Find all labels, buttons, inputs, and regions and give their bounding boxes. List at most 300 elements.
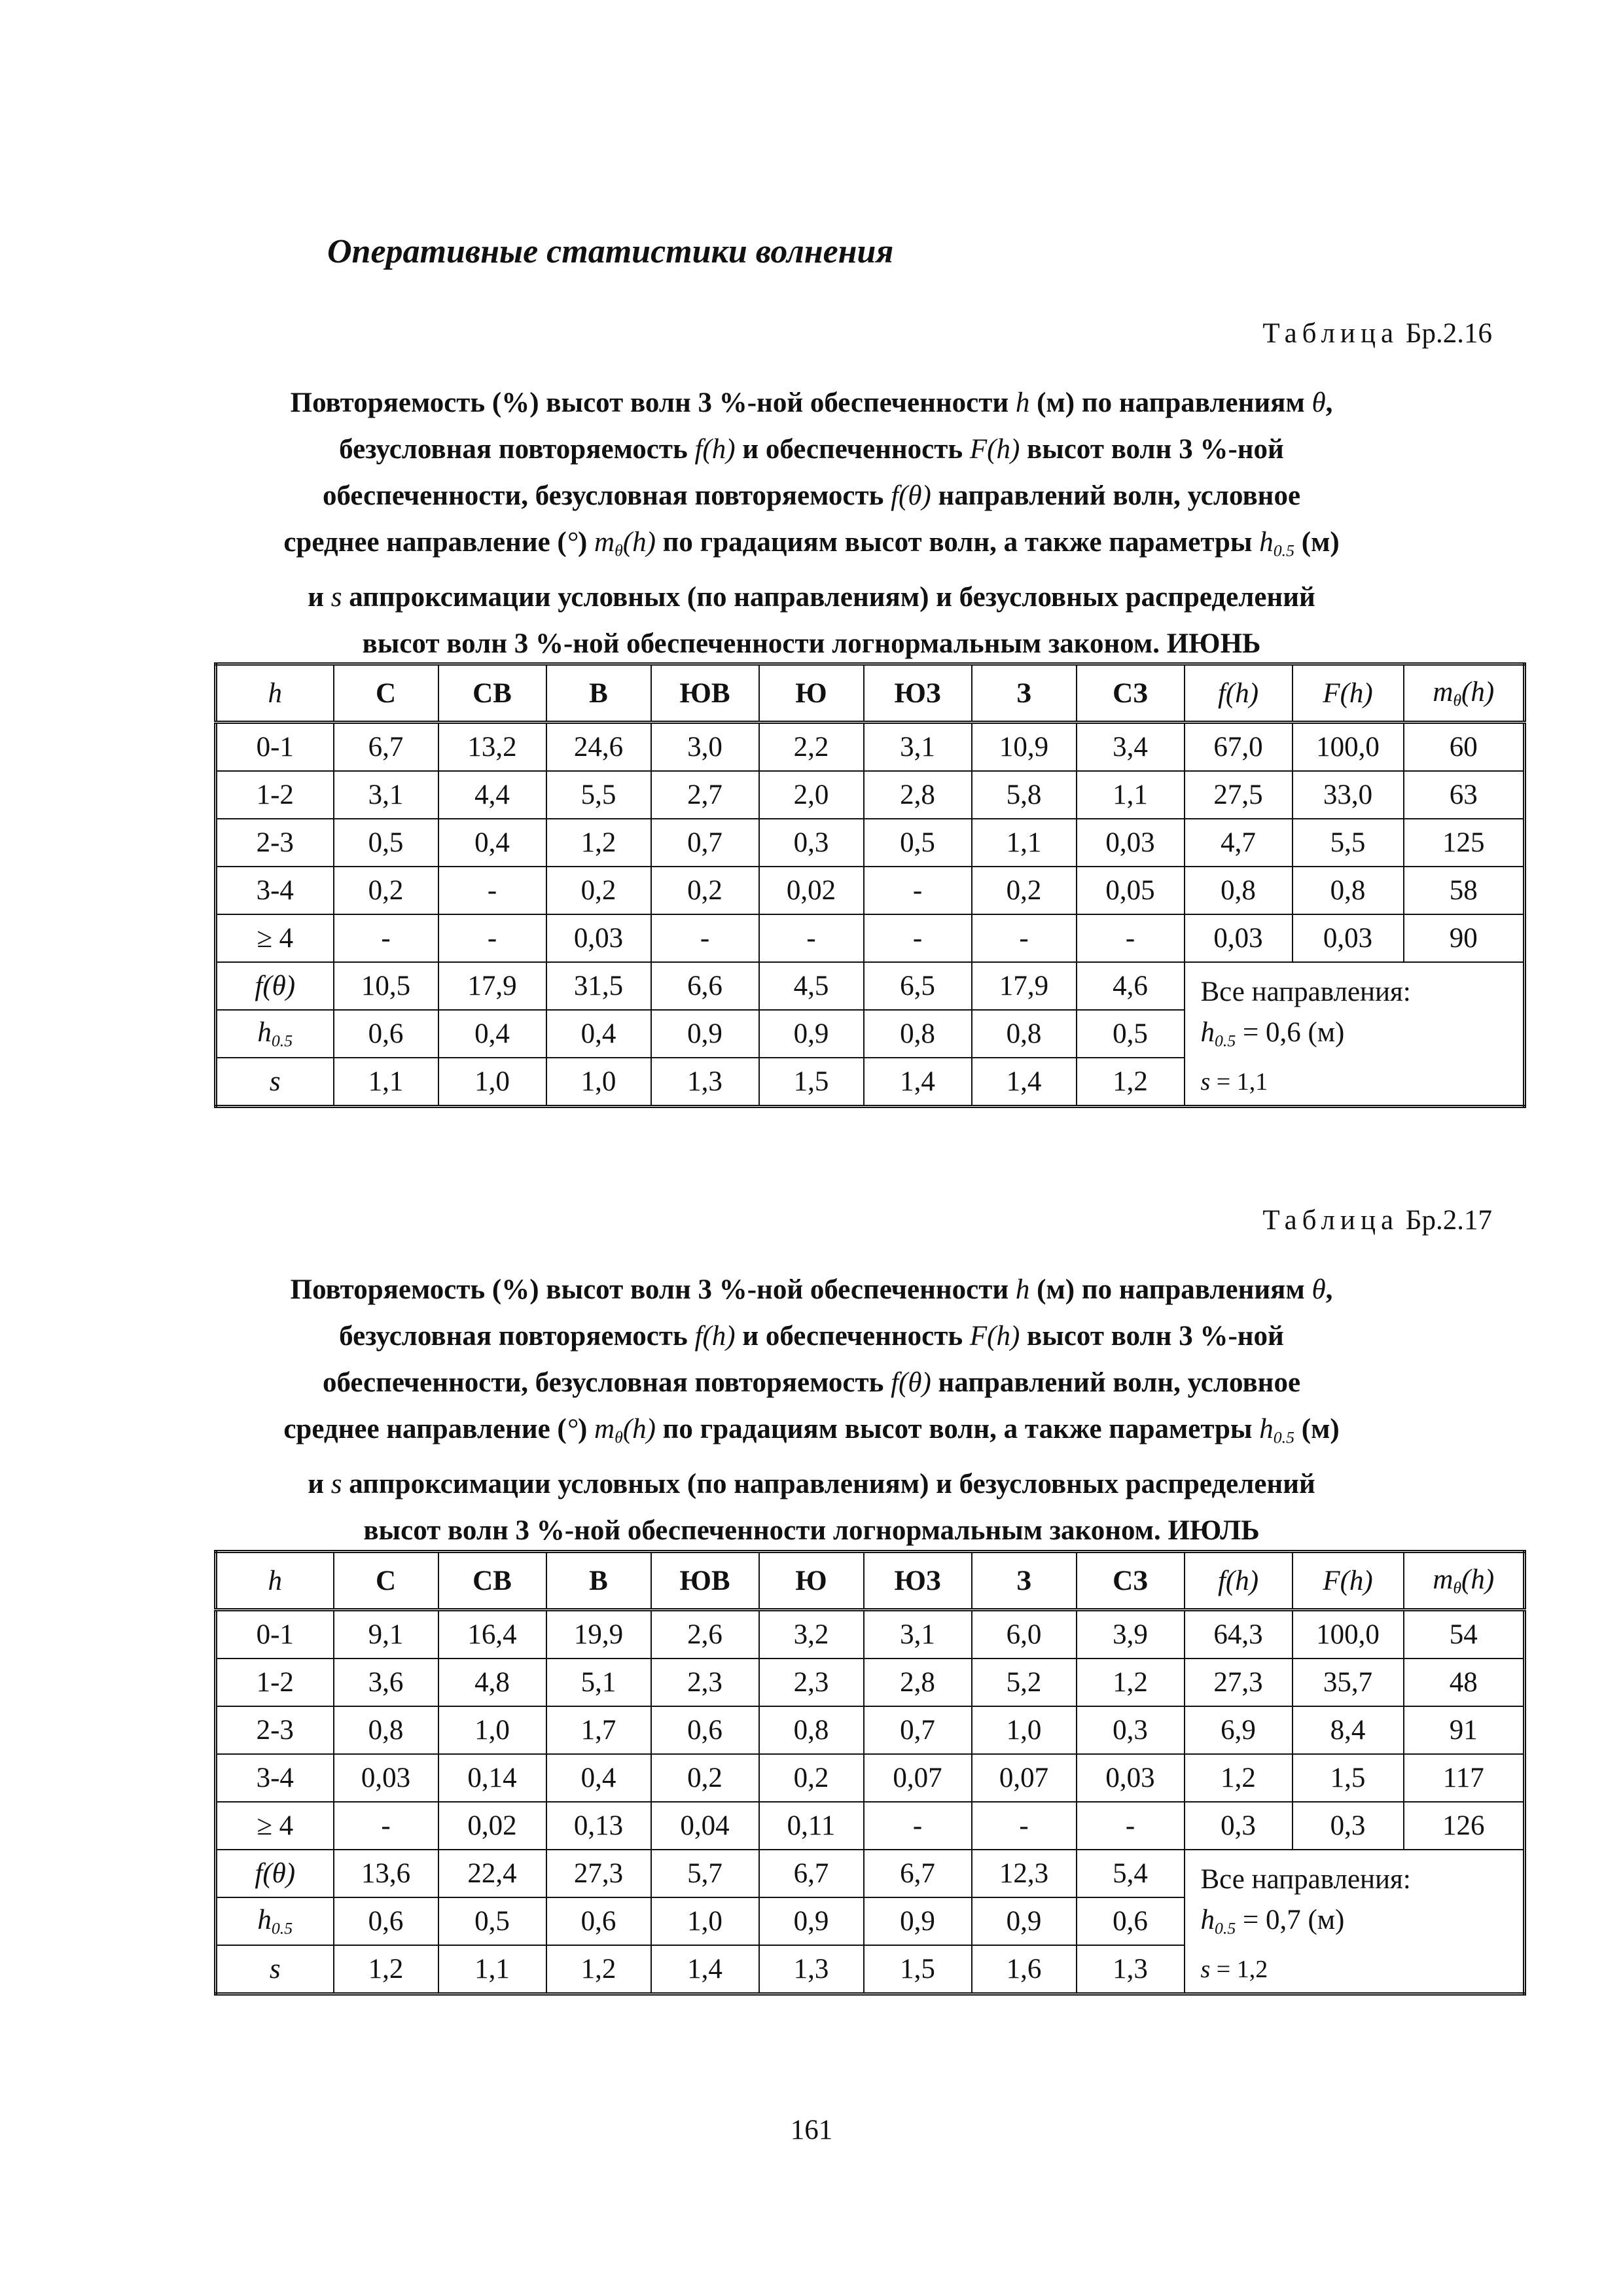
table-cell: 0,2 xyxy=(759,1754,864,1802)
column-header: СВ xyxy=(438,1552,546,1610)
table-cell: 54 xyxy=(1404,1610,1525,1659)
table-cell: 0,11 xyxy=(759,1802,864,1850)
table-cell: 0,8 xyxy=(1293,867,1404,914)
table-cell: 4,6 xyxy=(1077,962,1185,1010)
table-label-word: Таблица xyxy=(1262,1205,1399,1236)
table-cell: 0,9 xyxy=(651,1010,759,1058)
column-header: СЗ xyxy=(1077,1552,1185,1610)
table-cell: 0,13 xyxy=(546,1802,651,1850)
table-cell: 13,6 xyxy=(334,1850,438,1897)
table-cell: 2,6 xyxy=(651,1610,759,1659)
table-cell: 3,0 xyxy=(651,723,759,772)
s-symbol: s xyxy=(1200,1955,1211,1983)
table-cell: - xyxy=(651,914,759,962)
column-header: ЮЗ xyxy=(864,1552,972,1610)
table-cell: 17,9 xyxy=(972,962,1077,1010)
column-header xyxy=(1404,1552,1525,1610)
table-cell: 60 xyxy=(1404,723,1525,772)
table-cell: 27,5 xyxy=(1185,771,1293,819)
row-header-cell xyxy=(216,1897,334,1945)
table-cell: 67,0 xyxy=(1185,723,1293,772)
table-cell: 4,4 xyxy=(438,771,546,819)
symbol-h05: $h_{0.5}$ xyxy=(1259,1414,1294,1447)
table-cell: 33,0 xyxy=(1293,771,1404,819)
symbol-text: f(h) xyxy=(1217,1565,1259,1596)
table-cell: 0,9 xyxy=(759,1010,864,1058)
table-cell: 1,2 xyxy=(546,1945,651,1994)
table-cell: 5,4 xyxy=(1077,1850,1185,1897)
caption-text: , xyxy=(1325,387,1333,418)
table-cell: 2,8 xyxy=(864,771,972,819)
table-cell: 1,2 xyxy=(1077,1659,1185,1706)
table-row xyxy=(216,723,1525,772)
caption-text: высот волн 3 %-ной обеспеченности логнормальным законом. ИЮЛЬ xyxy=(363,1515,1260,1546)
caption-text: аппроксимации условных (по направлениям) и безусловных распределений xyxy=(342,581,1315,613)
summary-h05-value: 0,6 xyxy=(1266,1017,1301,1048)
row-header-cell: 3-4 xyxy=(216,867,334,914)
table-row xyxy=(216,914,1525,962)
table-cell: 5,5 xyxy=(546,771,651,819)
row-header-cell: ≥ 4 xyxy=(216,914,334,962)
table-cell: 100,0 xyxy=(1293,723,1404,772)
table-cell: 0,03 xyxy=(1077,1754,1185,1802)
table-cell: 126 xyxy=(1404,1802,1525,1850)
table-cell: 0,2 xyxy=(651,867,759,914)
table-cell: 0,6 xyxy=(1077,1897,1185,1945)
h05-symbol: $h_{0.5}$ xyxy=(257,1017,293,1050)
table-cell: 1,2 xyxy=(546,819,651,867)
table-cell: 1,0 xyxy=(972,1706,1077,1754)
symbol-f-h: f xyxy=(694,1321,703,1352)
table-cell: 90 xyxy=(1404,914,1525,962)
table-cell: 1,0 xyxy=(651,1897,759,1945)
table-cell: 0,3 xyxy=(1185,1802,1293,1850)
row-header-cell: 2-3 xyxy=(216,1706,334,1754)
table-cell: 1,3 xyxy=(651,1058,759,1107)
data-table-2-17 xyxy=(214,1550,1526,1996)
caption-text: , xyxy=(1325,1274,1333,1305)
table-cell: 6,7 xyxy=(864,1850,972,1897)
table-cell: 1,4 xyxy=(972,1058,1077,1107)
table-cell: 4,8 xyxy=(438,1659,546,1706)
table-cell: 2,0 xyxy=(759,771,864,819)
table-cell: 91 xyxy=(1404,1706,1525,1754)
symbol-theta: θ xyxy=(1311,1274,1326,1305)
all-directions-summary xyxy=(1185,962,1525,1107)
table-cell: 6,5 xyxy=(864,962,972,1010)
caption-text: (м) по направлениям xyxy=(1029,1274,1312,1305)
table-row xyxy=(216,1610,1525,1659)
symbol-F-h: F xyxy=(969,1321,988,1352)
table-row xyxy=(216,1802,1525,1850)
table-cell: 0,2 xyxy=(651,1754,759,1802)
column-header xyxy=(1404,664,1525,723)
symbol-text: s xyxy=(269,1954,281,1984)
caption-text: Повторяемость (%) высот волн 3 %-ной обеспеченности xyxy=(290,1274,1016,1305)
symbol-h05: $h_{0.5}$ xyxy=(1259,527,1294,560)
table-cell: 1,4 xyxy=(651,1945,759,1994)
column-header: В xyxy=(546,664,651,723)
table-cell: 1,1 xyxy=(1077,771,1185,819)
row-header-cell xyxy=(216,1010,334,1058)
table-cell: 1,0 xyxy=(438,1058,546,1107)
caption-text: аппроксимации условных (по направлениям) и безусловных распределений xyxy=(342,1468,1315,1499)
section-title: Оперативные статистики волнения xyxy=(327,233,894,270)
column-header xyxy=(1185,1552,1293,1610)
caption-text: ) xyxy=(577,527,595,558)
summary-s: s = 1,2 xyxy=(1200,1955,1268,1983)
table-cell: 0,07 xyxy=(972,1754,1077,1802)
caption-text: Повторяемость (%) высот волн 3 %-ной обеспеченности xyxy=(290,387,1016,418)
symbol-degree: ° xyxy=(566,1414,578,1444)
row-header-cell: 0-1 xyxy=(216,723,334,772)
table-cell: 6,0 xyxy=(972,1610,1077,1659)
symbol-m-theta: $m_\theta(h)$ xyxy=(594,1414,656,1447)
column-header xyxy=(216,664,334,723)
table-cell: 6,7 xyxy=(334,723,438,772)
table-cell: 2,7 xyxy=(651,771,759,819)
table-cell: 10,5 xyxy=(334,962,438,1010)
table-caption-2-17: Повторяемость (%) высот волн 3 %-ной обеспеченности h (м) по направлениям θ, безусловная повторяемость f(h) и обеспеченность F(h) высот волн 3 %-ной обеспеченности, безусловная повторяемость f(θ) направлений волн, условное среднее направление (°) $m_\theta(h)$ по градациям высот волн, а также параметры $h_{0.5}$ (м) и s аппроксимации условных (по направлениям) и безусловных распределений высот волн 3 %-ной обеспеченности логнормальным законом. ИЮЛЬ xyxy=(216,1266,1407,1554)
row-header-cell: 1-2 xyxy=(216,1659,334,1706)
caption-text: ) xyxy=(577,1414,595,1444)
table-cell: 24,6 xyxy=(546,723,651,772)
table-cell: 0,02 xyxy=(438,1802,546,1850)
caption-text: и обеспеченность xyxy=(735,434,970,465)
table-cell: 5,5 xyxy=(1293,819,1404,867)
symbol-text: f(θ) xyxy=(255,1858,296,1889)
table-cell: 3,1 xyxy=(864,723,972,772)
table-cell: 2,8 xyxy=(864,1659,972,1706)
column-header: ЮВ xyxy=(651,664,759,723)
column-header: Ю xyxy=(759,664,864,723)
caption-text: и обеспеченность xyxy=(735,1321,970,1352)
table-cell: 1,2 xyxy=(1185,1754,1293,1802)
symbol-h: h xyxy=(1015,387,1030,418)
table-cell: 0,8 xyxy=(972,1010,1077,1058)
table-cell: 0,7 xyxy=(651,819,759,867)
table-label-number: Бр.2.16 xyxy=(1405,318,1492,349)
table-cell: 0,6 xyxy=(651,1706,759,1754)
table-cell: 0,14 xyxy=(438,1754,546,1802)
table-row xyxy=(216,1659,1525,1706)
table-cell: 2,3 xyxy=(759,1659,864,1706)
table-cell: 0,3 xyxy=(1293,1802,1404,1850)
table-cell: 0,3 xyxy=(759,819,864,867)
caption-text: (м) xyxy=(1294,1414,1340,1444)
table-cell: 0,5 xyxy=(864,819,972,867)
table-cell: 0,4 xyxy=(438,1010,546,1058)
table-cell: 0,6 xyxy=(334,1010,438,1058)
all-directions-summary xyxy=(1185,1850,1525,1994)
m-theta-symbol: $m_\theta(h)$ xyxy=(1433,1564,1495,1598)
table-label-2-17 xyxy=(1262,1204,1492,1236)
caption-text: безусловная повторяемость xyxy=(339,434,695,465)
table-cell: 16,4 xyxy=(438,1610,546,1659)
table-label-word: Таблица xyxy=(1262,318,1399,349)
table-cell: 0,8 xyxy=(864,1010,972,1058)
table-cell: 0,02 xyxy=(759,867,864,914)
column-header xyxy=(216,1552,334,1610)
table-cell: - xyxy=(864,914,972,962)
table-row xyxy=(216,1706,1525,1754)
symbol-s: s xyxy=(330,581,342,613)
table-cell: 3,2 xyxy=(759,1610,864,1659)
table-cell: 9,1 xyxy=(334,1610,438,1659)
table-cell: 1,6 xyxy=(972,1945,1077,1994)
table-cell: 0,07 xyxy=(864,1754,972,1802)
column-header: ЮЗ xyxy=(864,664,972,723)
caption-text: высот волн 3 %-ной xyxy=(1020,434,1284,465)
table-cell: 5,7 xyxy=(651,1850,759,1897)
table-cell: 64,3 xyxy=(1185,1610,1293,1659)
symbol-theta: θ xyxy=(1311,387,1326,418)
table-cell: 22,4 xyxy=(438,1850,546,1897)
table-cell: 1,1 xyxy=(334,1058,438,1107)
caption-text: по градациям высот волн, а также параметры xyxy=(655,527,1260,558)
table-cell: 0,5 xyxy=(334,819,438,867)
caption-text: высот волн 3 %-ной xyxy=(1020,1321,1284,1352)
table-cell: 0,3 xyxy=(1077,1706,1185,1754)
symbol-text: F(h) xyxy=(1323,677,1373,709)
symbol-text: h xyxy=(268,1565,282,1596)
summary-s-value: 1,1 xyxy=(1236,1067,1268,1096)
table-cell: 10,9 xyxy=(972,723,1077,772)
table-cell: 2,3 xyxy=(651,1659,759,1706)
caption-text: по градациям высот волн, а также параметры xyxy=(655,1414,1260,1444)
table-cell: 8,4 xyxy=(1293,1706,1404,1754)
f-theta-row xyxy=(216,962,1525,1010)
m-theta-symbol: $m_\theta(h)$ xyxy=(1433,676,1495,710)
table-cell: 63 xyxy=(1404,771,1525,819)
table-cell: 19,9 xyxy=(546,1610,651,1659)
row-header-cell xyxy=(216,1850,334,1897)
column-header: СЗ xyxy=(1077,664,1185,723)
table-cell: - xyxy=(759,914,864,962)
table-cell: 0,4 xyxy=(546,1754,651,1802)
column-header xyxy=(1293,1552,1404,1610)
table-cell: 1,1 xyxy=(438,1945,546,1994)
summary-title: Все направления: xyxy=(1200,1864,1411,1895)
symbol-degree: ° xyxy=(566,527,578,558)
table-cell: 0,7 xyxy=(864,1706,972,1754)
summary-title: Все направления: xyxy=(1200,977,1411,1007)
table-cell: 1,2 xyxy=(1077,1058,1185,1107)
symbol-F-h: F xyxy=(969,434,988,465)
table-cell: - xyxy=(1077,914,1185,962)
symbol-text: f(θ) xyxy=(255,971,296,1001)
summary-h05-value: 0,7 xyxy=(1266,1905,1301,1935)
caption-text: (м) по направлениям xyxy=(1029,387,1312,418)
table-cell: 0,2 xyxy=(546,867,651,914)
table-cell: 31,5 xyxy=(546,962,651,1010)
table-cell: 4,5 xyxy=(759,962,864,1010)
caption-text: направлений волн, условное xyxy=(931,1367,1301,1398)
caption-text: (м) xyxy=(1294,527,1340,558)
caption-text: и xyxy=(308,1468,331,1499)
column-header xyxy=(1293,664,1404,723)
table-cell: 0,03 xyxy=(334,1754,438,1802)
table-cell: 27,3 xyxy=(546,1850,651,1897)
table-cell: - xyxy=(334,1802,438,1850)
caption-text: среднее направление ( xyxy=(283,527,567,558)
row-header-cell: 2-3 xyxy=(216,819,334,867)
h05-symbol: $h_{0.5}$ xyxy=(257,1905,293,1938)
h05-symbol: $h_{0.5}$ xyxy=(1200,1017,1236,1050)
caption-text: безусловная повторяемость xyxy=(339,1321,695,1352)
summary-h05: $h_{0.5} = 0,7$ (м) xyxy=(1200,1905,1345,1938)
table-cell: 1,0 xyxy=(438,1706,546,1754)
table-cell: 1,4 xyxy=(864,1058,972,1107)
table-row xyxy=(216,819,1525,867)
table-caption-2-16: Повторяемость (%) высот волн 3 %-ной обеспеченности h (м) по направлениям θ, безусловная повторяемость f(h) и обеспеченность F(h) высот волн 3 %-ной обеспеченности, безусловная повторяемость f(θ) направлений волн, условное среднее направление (°) $m_\theta(h)$ по градациям высот волн, а также параметры $h_{0.5}$ (м) и s аппроксимации условных (по направлениям) и безусловных распределений высот волн 3 %-ной обеспеченности логнормальным законом. ИЮНЬ xyxy=(216,380,1407,667)
table-cell: - xyxy=(864,1802,972,1850)
table-cell: 0,8 xyxy=(1185,867,1293,914)
table-cell: 48 xyxy=(1404,1659,1525,1706)
table-header-row xyxy=(216,1552,1525,1610)
table-row xyxy=(216,867,1525,914)
table-cell: 5,1 xyxy=(546,1659,651,1706)
symbol-text: F(h) xyxy=(1323,1565,1373,1596)
row-header-cell: ≥ 4 xyxy=(216,1802,334,1850)
row-header-cell: 3-4 xyxy=(216,1754,334,1802)
column-header: В xyxy=(546,1552,651,1610)
table-row xyxy=(216,1754,1525,1802)
table-cell: 0,04 xyxy=(651,1802,759,1850)
caption-text: обеспеченности, безусловная повторяемость xyxy=(322,1367,891,1398)
table-cell: - xyxy=(1077,1802,1185,1850)
row-header-cell xyxy=(216,962,334,1010)
table-cell: 0,6 xyxy=(334,1897,438,1945)
table-cell: 0,6 xyxy=(546,1897,651,1945)
caption-text: обеспеченности, безусловная повторяемость xyxy=(322,480,891,511)
table-cell: 0,9 xyxy=(759,1897,864,1945)
table-cell: - xyxy=(438,914,546,962)
table-cell: 6,6 xyxy=(651,962,759,1010)
table-cell: 0,9 xyxy=(864,1897,972,1945)
table-label-number: Бр.2.17 xyxy=(1405,1205,1492,1236)
table-cell: 0,05 xyxy=(1077,867,1185,914)
table-cell: 3,1 xyxy=(864,1610,972,1659)
table-cell: 1,5 xyxy=(759,1058,864,1107)
table-cell: 13,2 xyxy=(438,723,546,772)
table-cell: 1,2 xyxy=(334,1945,438,1994)
table-cell: 125 xyxy=(1404,819,1525,867)
caption-text: и xyxy=(308,581,331,613)
summary-h05-unit: (м) xyxy=(1308,1017,1345,1048)
table-cell: 0,2 xyxy=(334,867,438,914)
f-theta-row xyxy=(216,1850,1525,1897)
table-cell: 4,7 xyxy=(1185,819,1293,867)
table-cell: 2,2 xyxy=(759,723,864,772)
table-cell: 1,3 xyxy=(759,1945,864,1994)
column-header: С xyxy=(334,1552,438,1610)
data-table-2-16 xyxy=(214,662,1526,1108)
summary-h05-unit: (м) xyxy=(1308,1905,1345,1935)
column-header: ЮВ xyxy=(651,1552,759,1610)
table-cell: 0,03 xyxy=(1293,914,1404,962)
page-number: 161 xyxy=(790,2115,833,2145)
table-cell: 1,5 xyxy=(864,1945,972,1994)
table-cell: 6,9 xyxy=(1185,1706,1293,1754)
table-cell: 1,3 xyxy=(1077,1945,1185,1994)
table-cell: 0,2 xyxy=(972,867,1077,914)
table-cell: 0,03 xyxy=(1185,914,1293,962)
summary-s: s = 1,1 xyxy=(1200,1067,1268,1096)
column-header: СВ xyxy=(438,664,546,723)
table-cell: 0,5 xyxy=(1077,1010,1185,1058)
symbol-h: h xyxy=(1015,1274,1030,1305)
table-cell: 3,9 xyxy=(1077,1610,1185,1659)
table-cell: 0,8 xyxy=(334,1706,438,1754)
column-header: С xyxy=(334,664,438,723)
table-cell: - xyxy=(972,1802,1077,1850)
h05-symbol: $h_{0.5}$ xyxy=(1200,1905,1236,1938)
table-cell: 0,4 xyxy=(546,1010,651,1058)
table-cell: 0,03 xyxy=(1077,819,1185,867)
column-header xyxy=(1185,664,1293,723)
symbol-s: s xyxy=(330,1468,342,1499)
table-cell: 0,9 xyxy=(972,1897,1077,1945)
caption-text: среднее направление ( xyxy=(283,1414,567,1444)
table-cell: - xyxy=(972,914,1077,962)
table-cell: 3,1 xyxy=(334,771,438,819)
table-cell: 1,7 xyxy=(546,1706,651,1754)
caption-text: направлений волн, условное xyxy=(931,480,1301,511)
row-header-cell xyxy=(216,1945,334,1994)
table-cell: 100,0 xyxy=(1293,1610,1404,1659)
table-row xyxy=(216,771,1525,819)
symbol-m-theta: $m_\theta(h)$ xyxy=(594,527,656,560)
symbol-f-theta: f xyxy=(891,480,899,511)
table-cell: 1,1 xyxy=(972,819,1077,867)
table-cell: 117 xyxy=(1404,1754,1525,1802)
summary-s-value: 1,2 xyxy=(1236,1955,1268,1983)
table-cell: 0,03 xyxy=(546,914,651,962)
table-cell: 5,8 xyxy=(972,771,1077,819)
symbol-text: f(h) xyxy=(1217,677,1259,709)
table-cell: 1,0 xyxy=(546,1058,651,1107)
table-cell: 3,6 xyxy=(334,1659,438,1706)
table-cell: 0,4 xyxy=(438,819,546,867)
row-header-cell xyxy=(216,1058,334,1107)
summary-h05: $h_{0.5} = 0,6$ (м) xyxy=(1200,1017,1345,1050)
symbol-text: s xyxy=(269,1066,281,1097)
table-cell: - xyxy=(334,914,438,962)
s-symbol: s xyxy=(1200,1067,1211,1096)
column-header: З xyxy=(972,1552,1077,1610)
table-cell: 0,8 xyxy=(759,1706,864,1754)
table-cell: 0,5 xyxy=(438,1897,546,1945)
table-cell: - xyxy=(864,867,972,914)
table-cell: 3,4 xyxy=(1077,723,1185,772)
table-cell: 27,3 xyxy=(1185,1659,1293,1706)
column-header: З xyxy=(972,664,1077,723)
table-cell: 6,7 xyxy=(759,1850,864,1897)
symbol-text: h xyxy=(268,677,282,709)
table-cell: 58 xyxy=(1404,867,1525,914)
symbol-f-theta: f xyxy=(891,1367,899,1398)
table-cell: 12,3 xyxy=(972,1850,1077,1897)
table-cell: 17,9 xyxy=(438,962,546,1010)
row-header-cell: 0-1 xyxy=(216,1610,334,1659)
table-label-2-16 xyxy=(1262,317,1492,350)
table-cell: 35,7 xyxy=(1293,1659,1404,1706)
table-cell: - xyxy=(438,867,546,914)
caption-text: высот волн 3 %-ной обеспеченности логнормальным законом. ИЮНЬ xyxy=(362,628,1261,659)
table-header-row xyxy=(216,664,1525,723)
symbol-f-h: f xyxy=(694,434,703,465)
